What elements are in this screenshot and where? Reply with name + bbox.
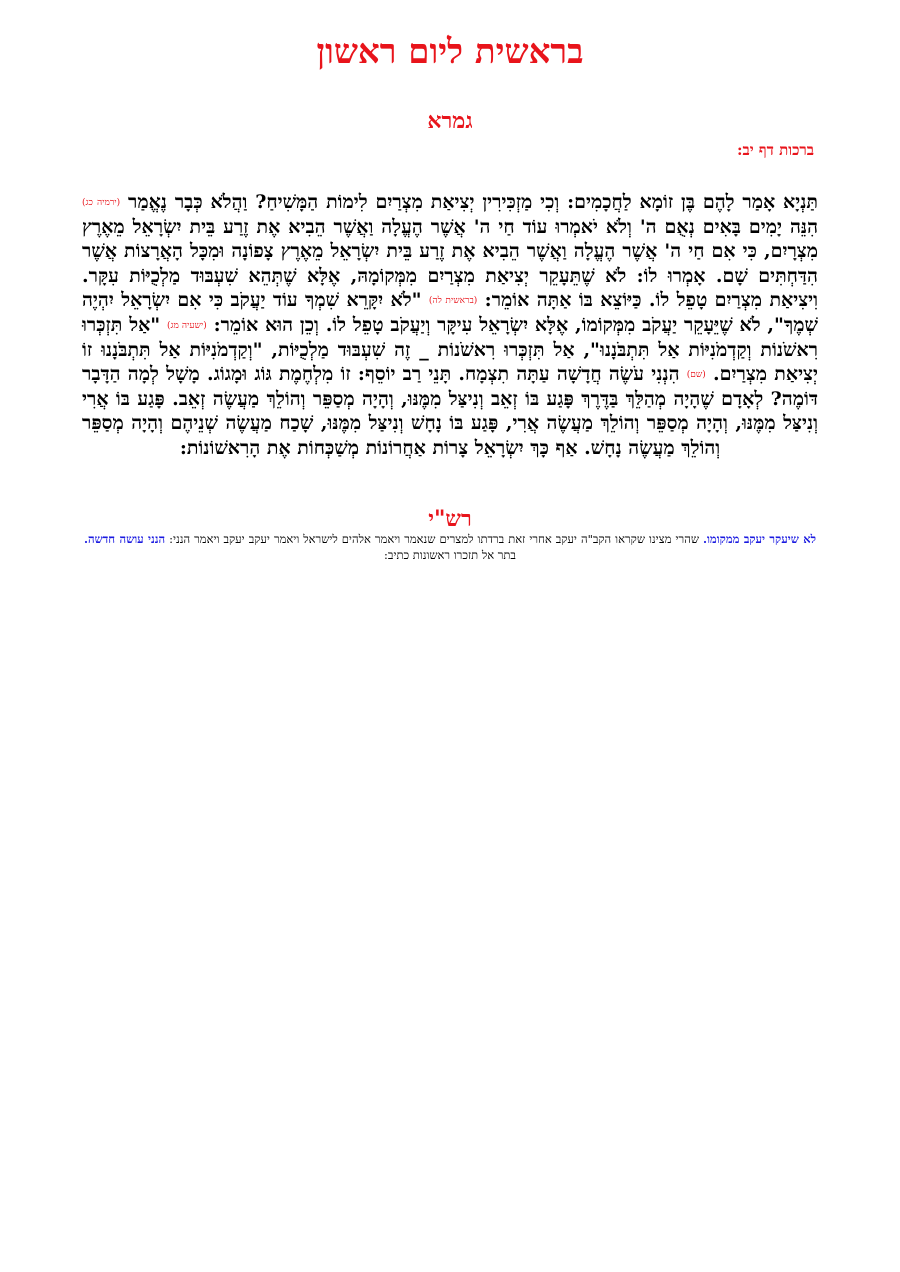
verse-reference: (ירמיה כג) xyxy=(82,197,121,208)
rashi-text xyxy=(84,531,816,563)
verse-reference: (ישעיה מג) xyxy=(167,320,207,331)
verse-reference: (בראשית לה) xyxy=(428,295,478,306)
gemara-text xyxy=(82,190,818,460)
rashi-dibur-hamatchil: לא שיעקר יעקב ממקומו. xyxy=(702,532,816,546)
rashi-dibur-hamatchil: הנני עושה חדשה. xyxy=(84,532,166,546)
gemara-segment: "לֹא יִקָּרֵא שִׁמְךָ עוֹד יַעֲקֹב כִּי אִם יִשְׂרָאֵל יִהְיֶה שְׁמֶךָ", לֹא שֶׁיֵּעָקֵר יַעֲקֹב מִמְּקוֹמוֹ, אֶלָּא יִשְׂרָאֵל עִיקָּר וְיַעֲקֹב טָפֵל לוֹ. וְכֵן הוּא אוֹמֵר: xyxy=(82,288,818,336)
gemara-heading: גמרא xyxy=(427,108,473,134)
gemara-segment: הִנֵּה יָמִים בָּאִים נְאֻם ה' וְלֹא יֹאמְרוּ עוֹד חַי ה' אֲשֶׁר הֶעֱלָה וַאֲשֶׁר הֵבִיא אֶת זֶרַע בֵּית יִשְׂרָאֵל מֵאֶרֶץ מִצְרָיִם, כִּי אִם חַי ה' אֲשֶׁר הֶעֱלָה וַאֲשֶׁר הֵבִיא אֶת זֶרַע בֵּית יִשְׂרָאֵל מֵאֶרֶץ צָפוֹנָה וּמִכָּל הָאֲרָצוֹת אֲשֶׁר הִדַּחְתִּים שָׁם. אָמְרוּ לוֹ: לֹא שֶׁתֵּעָקֵר יְצִיאַת מִצְרַיִם מִמְּקוֹמָהּ, אֶלָּא שֶׁתְּהֵא שִׁעְבּוּד מַלְכֻיּוֹת עִקָּר. וִיצִיאַת מִצְרַיִם טָפֵל לוֹ. כַּיּוֹצֵא בּוֹ אַתָּה אוֹמֵר: xyxy=(82,216,819,311)
gemara-segment: "אַל תִּזְכְּרוּ רִאשֹׁנוֹת וְקַדְמֹנִיּוֹת אַל תִּתְבֹּנָנוּ", אַל תִּזְכְּרוּ רִאשֹׁנוֹת _ זֶה שִׁעְבּוּד מַלְכֻיּוֹת, "וְקַדְמֹנִיּוֹת אַל תִּתְבֹּנָנוּ זוֹ יְצִיאַת מִצְרַיִם. xyxy=(82,313,818,386)
gemara-segment: תַּנְיָא אָמַר לָהֶם בֶּן זוֹמָא לַחֲכָמִים: וְכִי מַזְכִּירִין יְצִיאַת מִצְרַיִם לִימוֹת הַמָּשִׁיחַ? וַהֲלֹא כְּבָר נֶאֱמַר xyxy=(120,191,819,213)
rashi-heading: רש"י xyxy=(428,506,472,532)
verse-reference: (שם) xyxy=(686,369,706,380)
source-reference: ברכות דף יב: xyxy=(736,141,814,159)
page-title: בראשית ליום ראשון xyxy=(316,32,584,72)
gemara-segment: הִנְנִי עֹשֶׂה חֲדָשָׁה עַתָּה תִצְמָח. תָּנֵי רַב יוֹסֵף: זוֹ מִלְחֶמֶת גּוֹג וּמָגוֹג. מָשָׁל לְמָה הַדָּבָר דּוֹמֶה? לְאָדָם שֶׁהָיָה מְהַלֵּךְ בַּדֶּרֶךְ פָּגַע בּוֹ זְאֵב וְנִיצַּל מִמֶּנּוּ, וְהָיָה מְסַפֵּר וְהוֹלֵךְ מַעֲשֶׂה זְאֵב. פָּגַע בּוֹ אֲרִי וְנִיצַּל מִמֶּנּוּ, וְהָיָה מְסַפֵּר וְהוֹלֵךְ מַעֲשֶׂה אֲרִי, פָּגַע בּוֹ נָחָשׁ וְנִיצַּל מִמֶּנּוּ, שָׁכַח מַעֲשֶׂה שְׁנֵיהֶם וְהָיָה מְסַפֵּר וְהוֹלֵךְ מַעֲשֶׂה נָחָשׁ. אַף כָּךְ יִשְׂרָאֵל צָרוֹת אַחֲרוֹנוֹת מְשַׁכְּחוֹת אֶת הָרִאשׁוֹנוֹת: xyxy=(82,363,818,459)
rashi-segment: שהרי מצינו שקראו הקב"ה יעקב אחרי זאת ברדתו למצרים שנאמר ויאמר אלהים לישראל ויאמר יעקב יעקב ויאמר הנני: xyxy=(165,532,703,546)
rashi-segment: בתר אל תזכרו ראשונות כתיב: xyxy=(384,548,516,562)
